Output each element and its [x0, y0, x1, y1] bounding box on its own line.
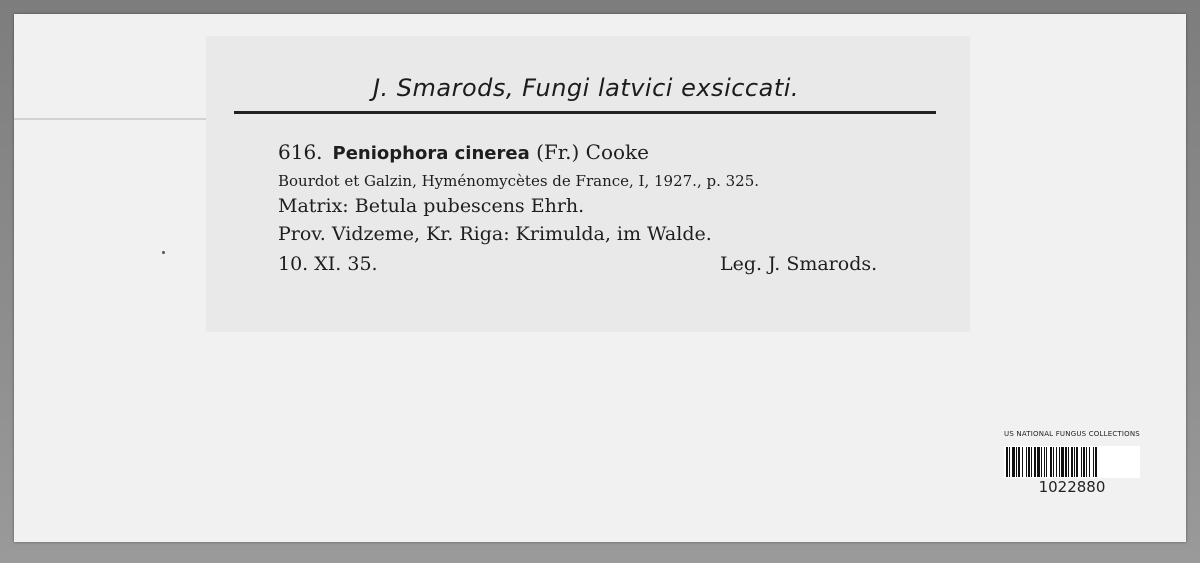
reference-line: Bourdot et Galzin, Hyménomycètes de France, I, 1927., p. 325.: [278, 172, 760, 190]
barcode-icon: [1004, 446, 1140, 478]
species-authority: (Fr.) Cooke: [536, 140, 649, 164]
label-title: J. Smarods, Fungi latvici exsiccati.: [372, 74, 800, 102]
title-rule: [234, 111, 936, 114]
species-line: [278, 140, 649, 164]
locality-line: Prov. Vidzeme, Kr. Riga: Krimulda, im Walde.: [278, 223, 712, 245]
barcode-sticker: [996, 430, 1148, 500]
species-name: Peniophora cinerea: [332, 143, 530, 164]
collection-date: 10. XI. 35.: [278, 253, 378, 275]
collector-line: Leg. J. Smarods.: [720, 253, 878, 275]
packet-fold-line: [14, 118, 214, 120]
paper-speck: [162, 251, 165, 254]
barcode-caption: US NATIONAL FUNGUS COLLECTIONS: [1004, 430, 1140, 438]
matrix-line: Matrix: Betula pubescens Ehrh.: [278, 195, 585, 217]
barcode-number: 1022880: [1038, 478, 1106, 496]
exsiccata-number: 616.: [278, 140, 323, 164]
